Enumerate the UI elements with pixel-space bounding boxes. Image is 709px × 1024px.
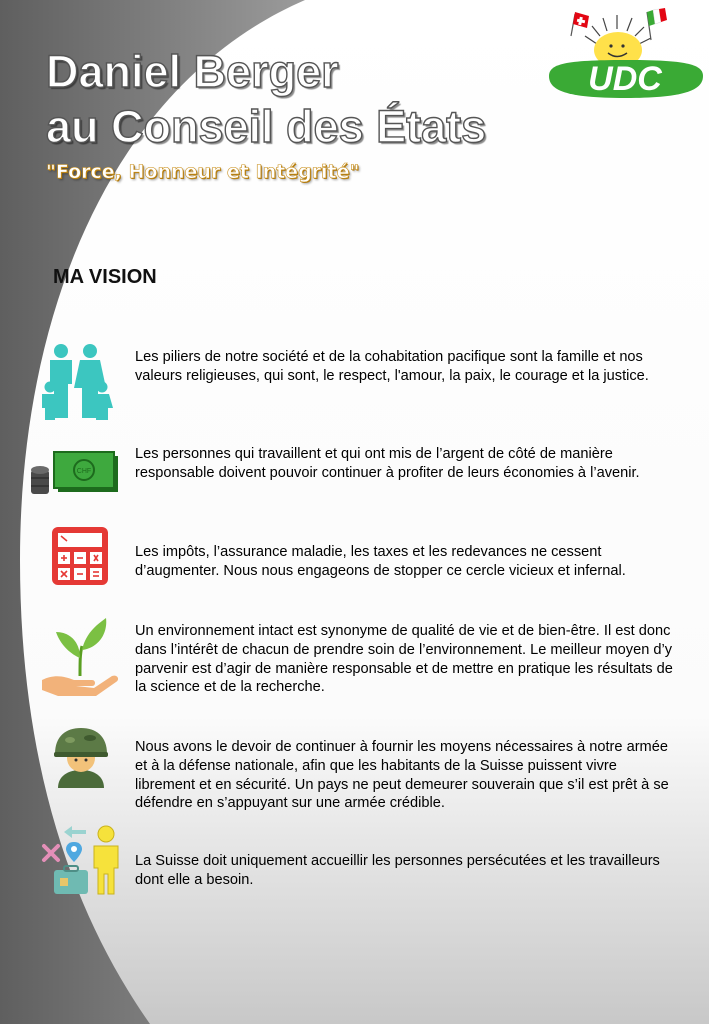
vision-item-1-text: Les piliers de notre société et de la cohabitation pacifique sont la famille et nos valeurs religieuses, qui sont, le respect, l'amour, la paix, le courage et la justice. — [135, 349, 649, 384]
udc-logo-text: UDC — [588, 60, 662, 98]
section-heading: MA VISION — [53, 266, 157, 288]
udc-logo — [545, 6, 705, 102]
person-icon — [94, 826, 118, 894]
vision-item-3-text: Les impôts, l’assurance maladie, les taxes et les redevances ne cessent d’augmenter. Nous nous engageons de stopper ce cercle vicieux et infernal. — [135, 544, 626, 579]
suitcase-icon — [54, 866, 88, 894]
calculator-icon — [52, 527, 108, 585]
vision-item-4-text: Un environnement intact est synonyme de qualité de vie et de bien-être. Il est donc dans l’intérêt de chacun de prendre soin de l’environnement. Le meilleur moyen d’y parvenir est d’agir de manière responsable et de mettre en pratique les résultats de la science et de la recherche. — [135, 623, 673, 696]
location-pin-icon — [66, 842, 82, 862]
plant-in-hand-icon — [40, 618, 122, 698]
soldier-icon — [52, 728, 110, 788]
page-title — [46, 44, 486, 154]
title-line-2: au Conseil des États — [46, 101, 487, 152]
money-savings-icon — [28, 448, 120, 498]
arrow-left-icon — [64, 826, 86, 838]
coin-stack-icon — [31, 466, 49, 494]
swiss-flag-icon — [571, 12, 589, 36]
currency-label: CHF — [76, 468, 92, 475]
family-icon — [38, 343, 116, 421]
vision-item-5-text: Nous avons le devoir de continuer à fournir les moyens nécessaires à notre armée et à la défense nationale, afin que les habitants de la Suisse puissent vivre librement et en sécurité. Un pays ne peut demeurer souverain que s’il est prêt à se défendre en s’appuyant sur une armée crédible. — [135, 739, 669, 812]
slogan: "Force, Honneur et Intégrité" — [46, 161, 360, 183]
vision-item-2-text: Les personnes qui travaillent et qui ont mis de l’argent de côté de manière responsable doivent pouvoir continuer à profiter de leurs économies à l’avenir. — [135, 446, 640, 481]
italian-flag-icon — [647, 8, 667, 40]
migrant-traveler-icon — [40, 824, 122, 896]
vision-item-6-text: La Suisse doit uniquement accueillir les personnes persécutées et les travailleurs dont elle a besoin. — [135, 853, 660, 888]
x-mark-icon — [44, 846, 58, 860]
title-line-1: Daniel Berger — [46, 46, 339, 97]
